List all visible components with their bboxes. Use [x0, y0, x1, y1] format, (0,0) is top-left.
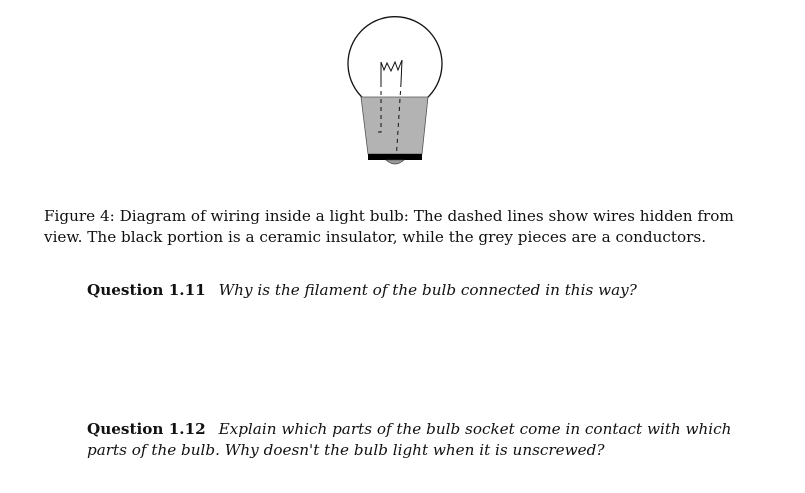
question-label: Question 1.11 — [87, 281, 206, 299]
filament — [381, 60, 402, 83]
bulb-base-conductor — [361, 97, 428, 154]
ceramic-insulator — [368, 154, 422, 160]
bulb-glass — [348, 17, 442, 99]
question-text: Why is the filament of the bulb connected in this way? — [218, 281, 637, 299]
question-1-11 — [87, 280, 757, 301]
question-1-12 — [87, 419, 757, 461]
light-bulb-diagram — [330, 10, 460, 175]
question-text: Explain which parts of the bulb socket come in contact with which parts of the bulb. Why doesn't the bulb light when it is unscrewed? — [87, 420, 732, 459]
figure-caption: Figure 4: Diagram of wiring inside a light bulb: The dashed lines show wires hidden from view. The black portion is a ceramic insulator, while the grey pieces are a conductors. — [44, 207, 734, 246]
bottom-contact — [386, 160, 404, 164]
question-label: Question 1.12 — [87, 420, 206, 438]
